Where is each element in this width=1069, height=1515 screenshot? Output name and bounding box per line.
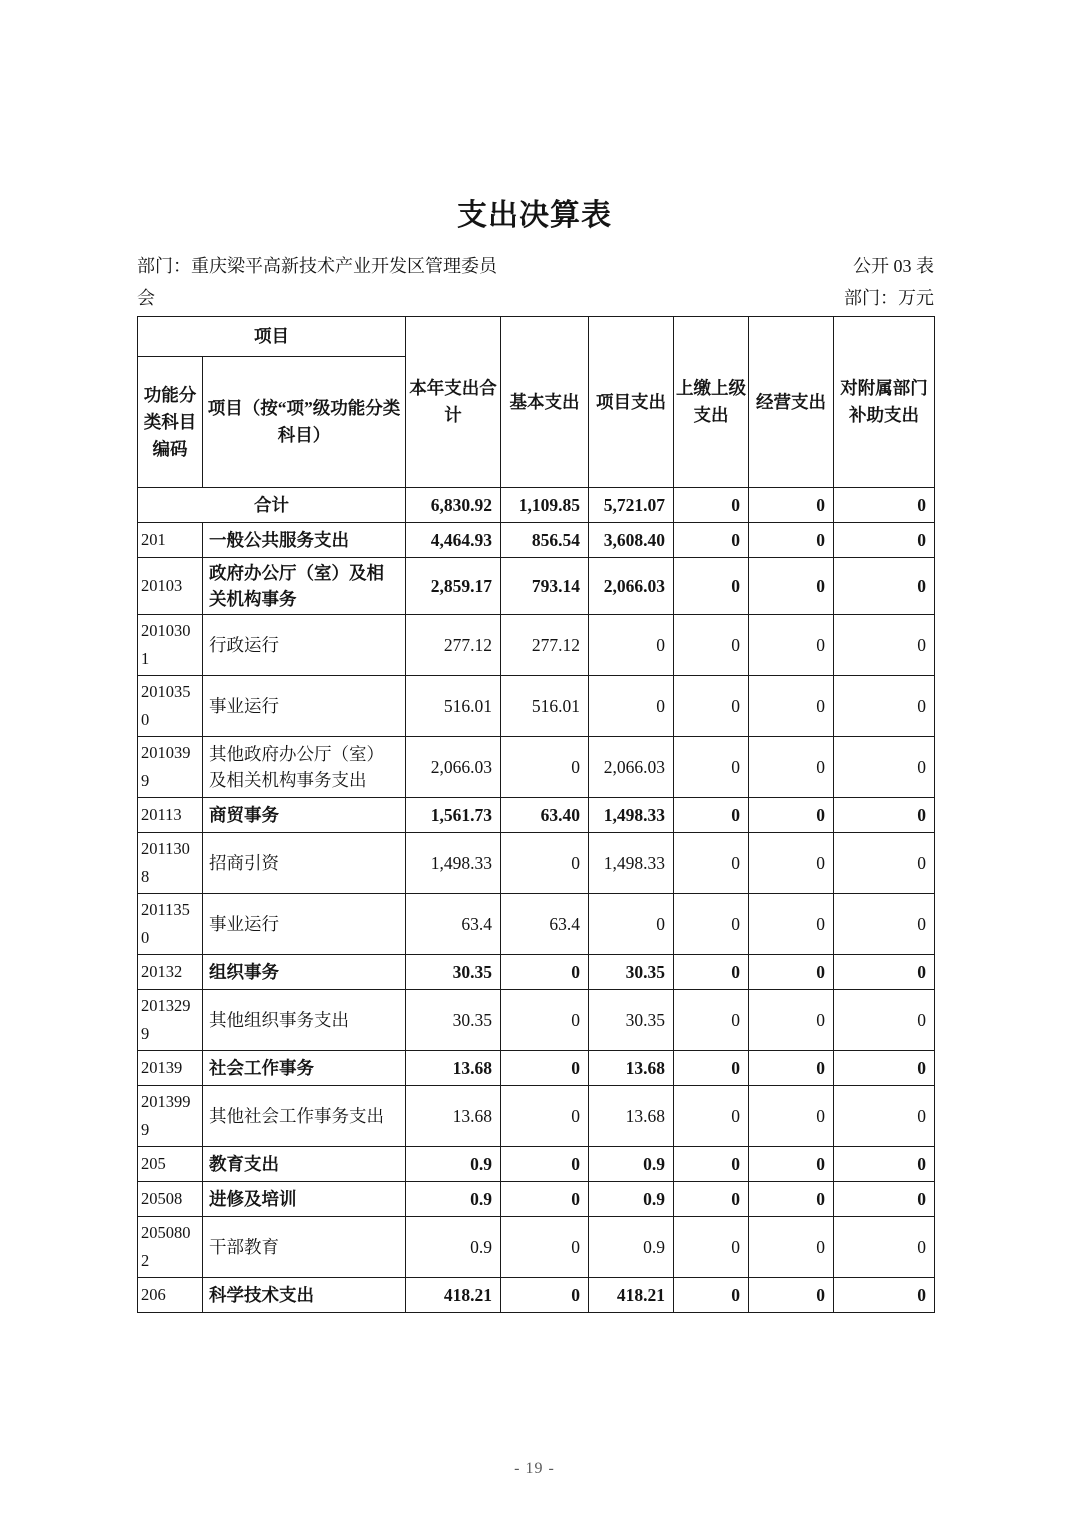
meta-block (137, 250, 934, 314)
item-cell: 进修及培训 (203, 1182, 406, 1217)
value-cell: 0 (834, 488, 935, 523)
item-cell: 教育支出 (203, 1147, 406, 1182)
code-cell: 201 (138, 523, 203, 558)
item-cell: 事业运行 (203, 676, 406, 737)
value-cell: 0 (674, 1147, 749, 1182)
item-cell: 行政运行 (203, 615, 406, 676)
value-cell: 0 (674, 894, 749, 955)
unit-label: 部门：万元 (844, 288, 934, 308)
value-cell: 2,066.03 (589, 558, 674, 615)
value-cell: 0 (501, 1051, 589, 1086)
value-cell: 0 (674, 558, 749, 615)
table-body (138, 488, 935, 1313)
table-row (138, 894, 935, 955)
table-row (138, 615, 935, 676)
value-cell: 5,721.07 (589, 488, 674, 523)
header-upper: 上缴上级支出 (674, 317, 749, 488)
value-cell: 0 (674, 1217, 749, 1278)
value-cell: 0 (501, 1217, 589, 1278)
value-cell: 0 (749, 737, 834, 798)
value-cell: 0 (674, 1182, 749, 1217)
value-cell: 0 (834, 955, 935, 990)
value-cell: 277.12 (406, 615, 501, 676)
value-cell: 0 (674, 990, 749, 1051)
table-row (138, 676, 935, 737)
code-cell: 2010399 (138, 737, 203, 798)
value-cell: 0 (834, 798, 935, 833)
value-cell: 13.68 (406, 1051, 501, 1086)
value-cell: 0 (834, 1147, 935, 1182)
code-cell: 20113 (138, 798, 203, 833)
page-number: - 19 - (514, 1460, 555, 1477)
value-cell: 0 (674, 1086, 749, 1147)
value-cell: 0 (674, 615, 749, 676)
value-cell: 0 (749, 1147, 834, 1182)
table-row (138, 737, 935, 798)
header-subsidy: 对附属部门补助支出 (834, 317, 935, 488)
department-label: 部门：重庆梁平高新技术产业开发区管理委员 (137, 256, 497, 276)
value-cell: 0 (834, 833, 935, 894)
table-row (138, 1217, 935, 1278)
value-cell: 0 (749, 1051, 834, 1086)
item-cell: 一般公共服务支出 (203, 523, 406, 558)
value-cell: 30.35 (406, 955, 501, 990)
value-cell: 0.9 (406, 1217, 501, 1278)
department-label-wrap: 会 (137, 288, 155, 308)
header-operating: 经营支出 (749, 317, 834, 488)
code-cell: 2050802 (138, 1217, 203, 1278)
value-cell: 0 (834, 737, 935, 798)
table-row (138, 488, 935, 523)
value-cell: 277.12 (501, 615, 589, 676)
value-cell: 0 (749, 894, 834, 955)
value-cell: 0 (749, 558, 834, 615)
code-cell: 20508 (138, 1182, 203, 1217)
value-cell: 6,830.92 (406, 488, 501, 523)
value-cell: 63.4 (501, 894, 589, 955)
value-cell: 1,561.73 (406, 798, 501, 833)
code-cell: 2011308 (138, 833, 203, 894)
value-cell: 0 (834, 1278, 935, 1313)
value-cell: 856.54 (501, 523, 589, 558)
value-cell: 0 (834, 990, 935, 1051)
value-cell: 0 (501, 955, 589, 990)
value-cell: 0 (589, 615, 674, 676)
value-cell: 0 (589, 894, 674, 955)
value-cell: 0 (749, 798, 834, 833)
value-cell: 0 (834, 676, 935, 737)
value-cell: 1,109.85 (501, 488, 589, 523)
value-cell: 0 (749, 523, 834, 558)
item-cell: 其他组织事务支出 (203, 990, 406, 1051)
expenditure-table (137, 316, 935, 1313)
value-cell: 516.01 (406, 676, 501, 737)
table-row (138, 798, 935, 833)
item-cell: 其他社会工作事务支出 (203, 1086, 406, 1147)
value-cell: 0 (674, 955, 749, 990)
value-cell: 0 (674, 676, 749, 737)
item-cell: 政府办公厅（室）及相关机构事务 (203, 558, 406, 615)
table-row (138, 523, 935, 558)
code-cell: 2013299 (138, 990, 203, 1051)
value-cell: 0 (834, 894, 935, 955)
item-cell: 商贸事务 (203, 798, 406, 833)
meta-line-1 (137, 250, 934, 282)
value-cell: 1,498.33 (589, 798, 674, 833)
value-cell: 13.68 (589, 1086, 674, 1147)
value-cell: 0 (501, 1182, 589, 1217)
value-cell: 0 (674, 1278, 749, 1313)
value-cell: 30.35 (589, 955, 674, 990)
code-cell: 205 (138, 1147, 203, 1182)
value-cell: 4,464.93 (406, 523, 501, 558)
value-cell: 0.9 (589, 1147, 674, 1182)
header-project-group: 项目 (138, 317, 406, 357)
meta-line-2 (137, 282, 934, 314)
value-cell: 0 (674, 737, 749, 798)
value-cell: 0 (749, 676, 834, 737)
value-cell: 793.14 (501, 558, 589, 615)
header-total: 本年支出合计 (406, 317, 501, 488)
table-row (138, 1051, 935, 1086)
value-cell: 1,498.33 (589, 833, 674, 894)
code-cell: 2013999 (138, 1086, 203, 1147)
item-cell: 其他政府办公厅（室）及相关机构事务支出 (203, 737, 406, 798)
value-cell: 0 (674, 488, 749, 523)
page-title: 支出决算表 (457, 199, 612, 232)
value-cell: 0 (749, 990, 834, 1051)
value-cell: 30.35 (406, 990, 501, 1051)
header-basic: 基本支出 (501, 317, 589, 488)
value-cell: 13.68 (406, 1086, 501, 1147)
table-row (138, 955, 935, 990)
value-cell: 0 (834, 615, 935, 676)
value-cell: 0 (834, 558, 935, 615)
value-cell: 0 (749, 1217, 834, 1278)
value-cell: 0 (749, 1086, 834, 1147)
value-cell: 0 (501, 1278, 589, 1313)
item-cell: 合计 (138, 488, 406, 523)
value-cell: 2,859.17 (406, 558, 501, 615)
value-cell: 0 (501, 737, 589, 798)
item-cell: 科学技术支出 (203, 1278, 406, 1313)
value-cell: 0 (834, 1086, 935, 1147)
value-cell: 0 (749, 955, 834, 990)
value-cell: 0 (834, 1051, 935, 1086)
value-cell: 63.40 (501, 798, 589, 833)
value-cell: 0 (834, 523, 935, 558)
value-cell: 1,498.33 (406, 833, 501, 894)
code-cell: 2010350 (138, 676, 203, 737)
header-row-group (138, 317, 935, 357)
value-cell: 0 (749, 1278, 834, 1313)
value-cell: 0 (501, 833, 589, 894)
value-cell: 0 (674, 1051, 749, 1086)
table-row (138, 990, 935, 1051)
table-row (138, 558, 935, 615)
value-cell: 0 (749, 1182, 834, 1217)
value-cell: 3,608.40 (589, 523, 674, 558)
item-cell: 事业运行 (203, 894, 406, 955)
item-cell: 组织事务 (203, 955, 406, 990)
table-header (138, 317, 935, 488)
value-cell: 0.9 (406, 1182, 501, 1217)
code-cell: 206 (138, 1278, 203, 1313)
value-cell: 0 (674, 798, 749, 833)
header-item: 项目（按“项”级功能分类科目） (203, 357, 406, 488)
table-row (138, 1182, 935, 1217)
value-cell: 0 (834, 1182, 935, 1217)
value-cell: 2,066.03 (406, 737, 501, 798)
value-cell: 0 (589, 676, 674, 737)
code-cell: 20132 (138, 955, 203, 990)
value-cell: 13.68 (589, 1051, 674, 1086)
value-cell: 0.9 (589, 1217, 674, 1278)
code-cell: 20103 (138, 558, 203, 615)
value-cell: 0.9 (589, 1182, 674, 1217)
item-cell: 社会工作事务 (203, 1051, 406, 1086)
value-cell: 0 (501, 1147, 589, 1182)
item-cell: 招商引资 (203, 833, 406, 894)
table-row (138, 1147, 935, 1182)
table-row (138, 1086, 935, 1147)
value-cell: 0.9 (406, 1147, 501, 1182)
value-cell: 0 (749, 615, 834, 676)
value-cell: 0 (501, 1086, 589, 1147)
header-project-exp: 项目支出 (589, 317, 674, 488)
table-row (138, 1278, 935, 1313)
table-row (138, 833, 935, 894)
value-cell: 0 (674, 833, 749, 894)
value-cell: 516.01 (501, 676, 589, 737)
item-cell: 干部教育 (203, 1217, 406, 1278)
value-cell: 0 (834, 1217, 935, 1278)
table-code-label: 公开 03 表 (853, 256, 934, 276)
value-cell: 418.21 (589, 1278, 674, 1313)
value-cell: 0 (749, 488, 834, 523)
value-cell: 2,066.03 (589, 737, 674, 798)
value-cell: 418.21 (406, 1278, 501, 1313)
value-cell: 0 (501, 990, 589, 1051)
code-cell: 20139 (138, 1051, 203, 1086)
header-code: 功能分类科目编码 (138, 357, 203, 488)
value-cell: 30.35 (589, 990, 674, 1051)
value-cell: 63.4 (406, 894, 501, 955)
value-cell: 0 (749, 833, 834, 894)
code-cell: 2011350 (138, 894, 203, 955)
code-cell: 2010301 (138, 615, 203, 676)
value-cell: 0 (674, 523, 749, 558)
